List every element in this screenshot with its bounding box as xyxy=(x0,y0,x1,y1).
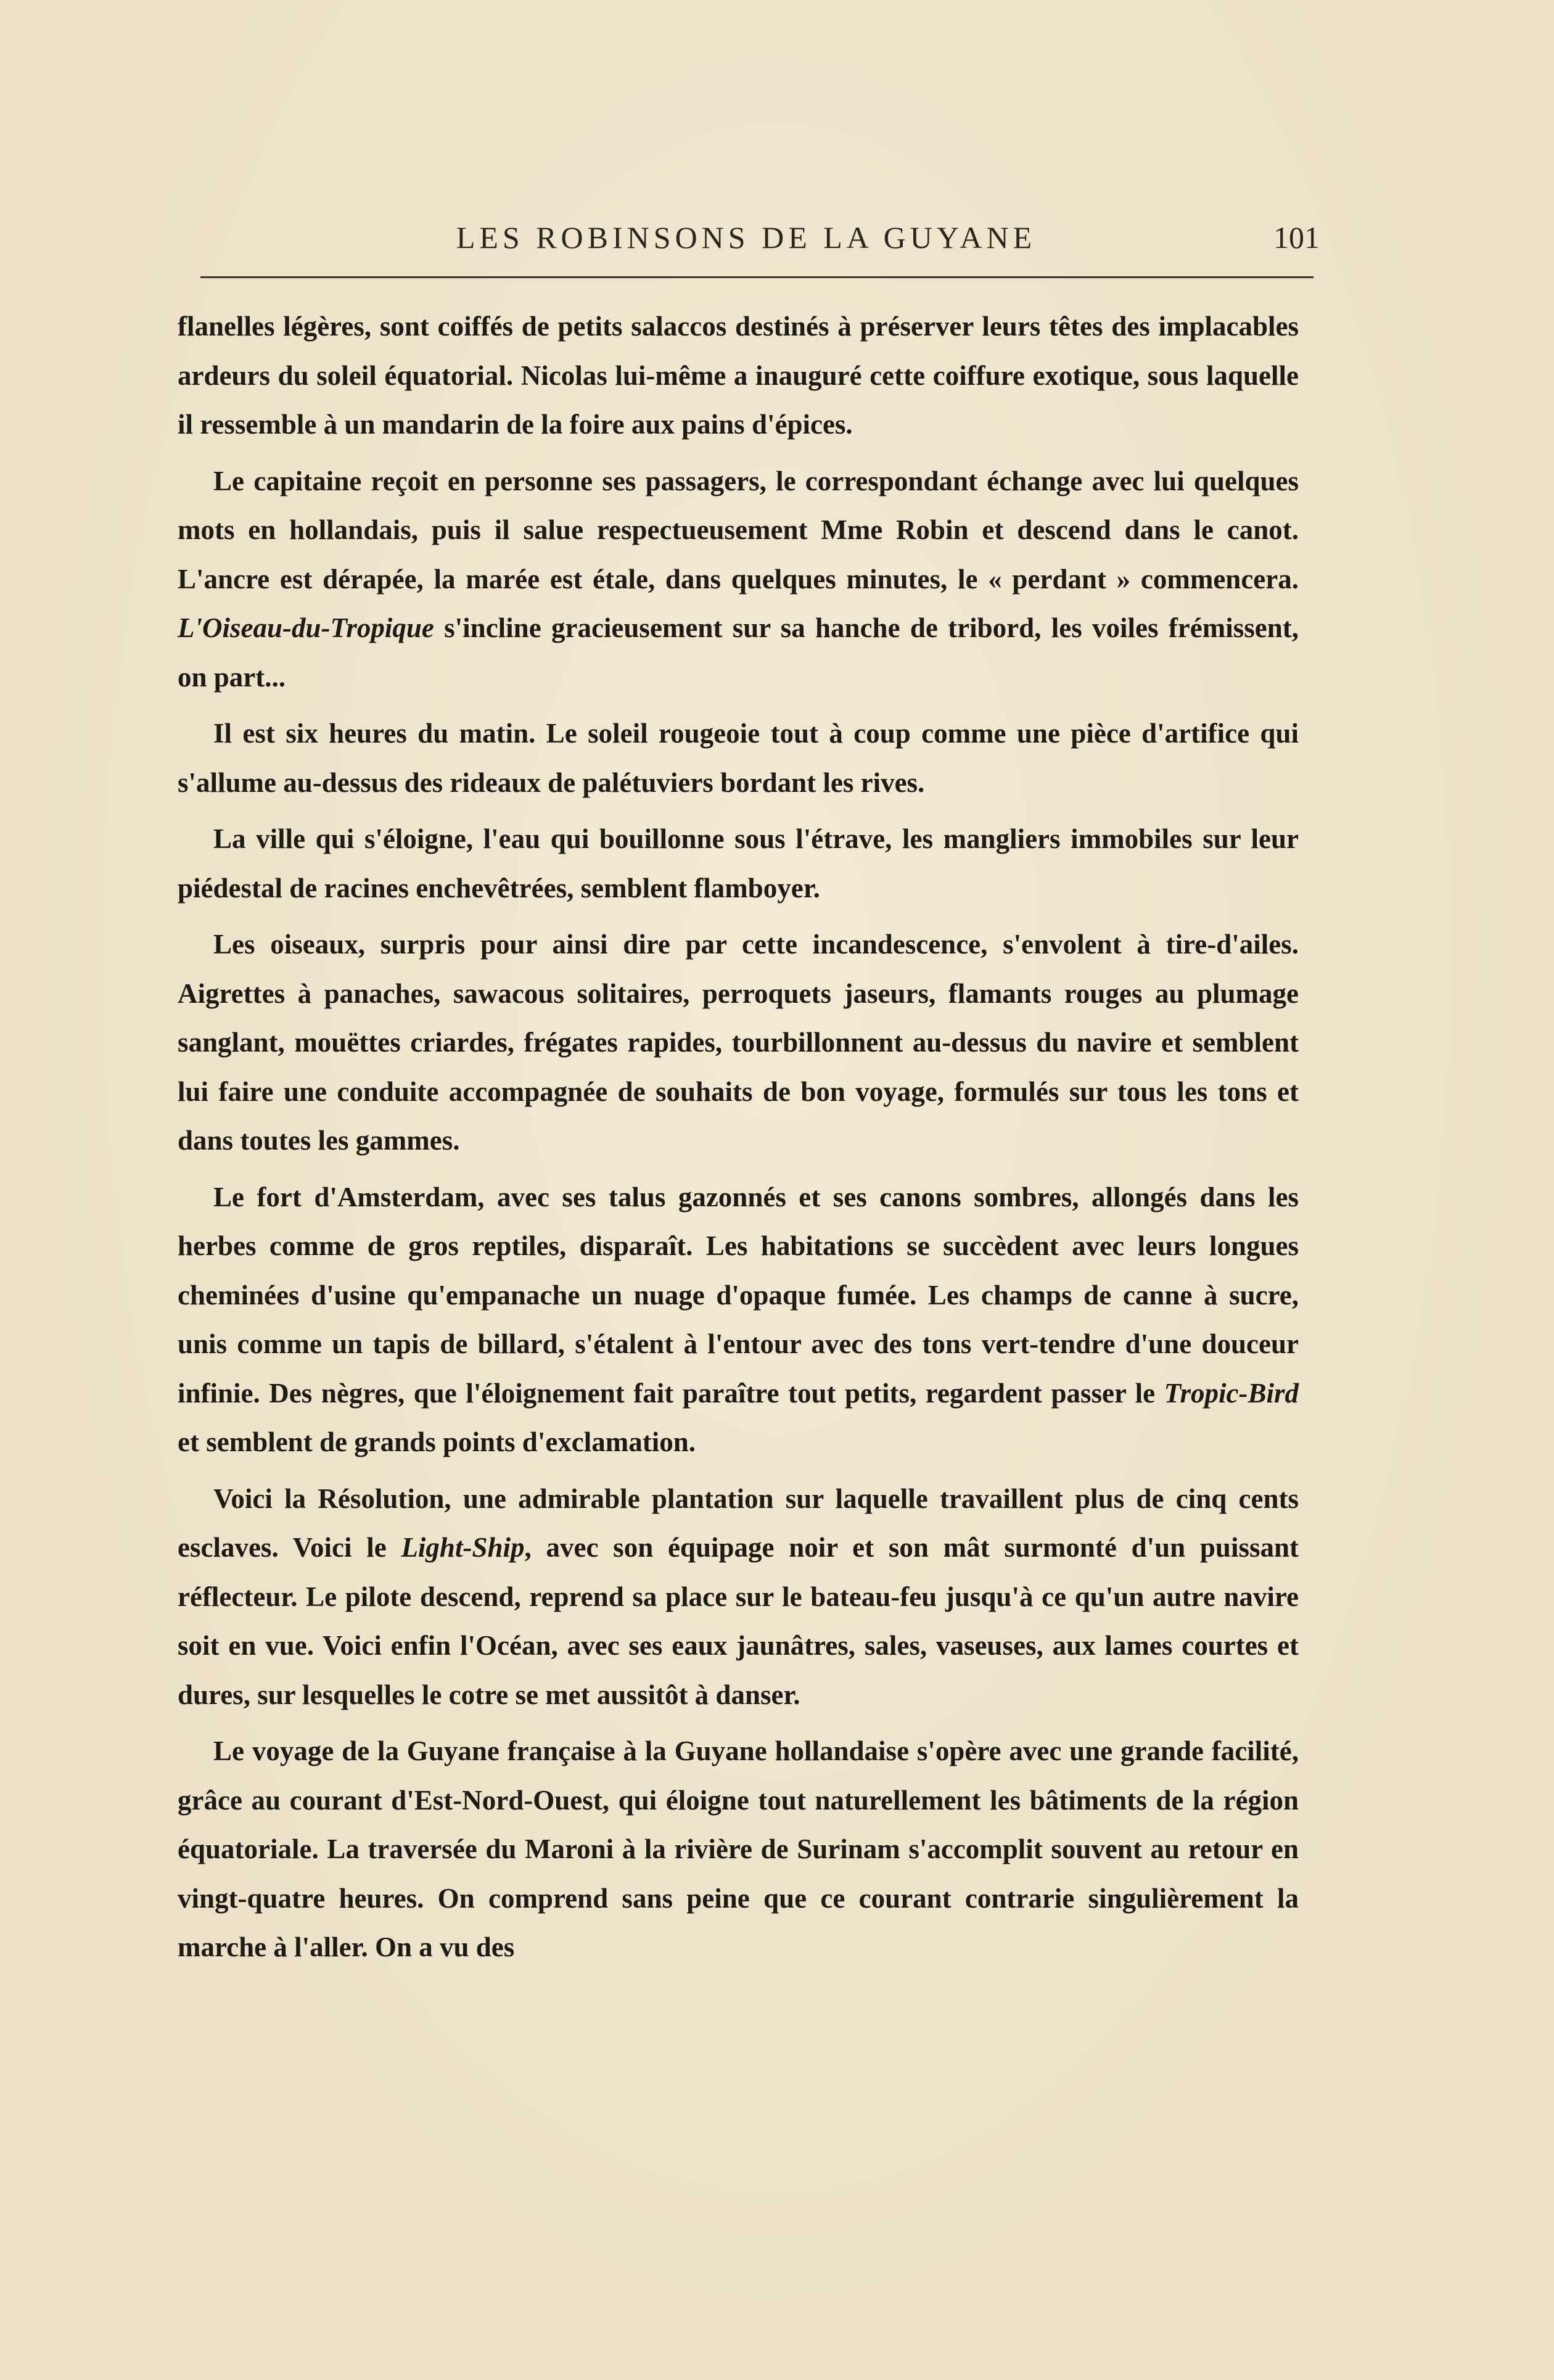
paragraph-text: Le fort d'Amsterdam, avec ses talus gazonnés et ses canons sombres, allongés dans les herbes comme de gros reptiles, disparaît. Les habitations se succèdent avec leurs longues cheminées d'usine qu'empanache un nuage d'opaque fumée. Les champs de canne à sucre, unis comme un tapis de billard, s'étalent à l'entour avec des tons vert-tendre d'une douceur infinie. Des nègres, que l'éloignement fait paraître tout petits, regardent passer le xyxy=(178,1181,1299,1409)
paragraph-text: flanelles légères, sont coiffés de petits salaccos destinés à préserver leurs têtes des implacables ardeurs du soleil équatorial. Nicolas lui-même a inauguré cette coiffure exotique, sous laquelle il ressemble à un mandarin de la foire aux pains d'épices. xyxy=(178,311,1299,440)
ship-name: Light-Ship xyxy=(401,1532,525,1563)
running-title: LES ROBINSONS DE LA GUYANE xyxy=(456,220,1037,255)
paragraph xyxy=(178,302,1299,450)
ship-name: L'Oiseau-du-Tropique xyxy=(178,612,434,643)
paragraph-text: Le capitaine reçoit en personne ses passagers, le correspondant échange avec lui quelques mots en hollandais, puis il salue respectueusement Mme Robin et descend dans le canot. L'ancre est dérapée, la marée est étale, dans quelques minutes, le « perdant » commencera. xyxy=(178,465,1299,595)
paragraph-text: s'incline gracieusement sur sa hanche de tribord, les voiles frémissent, on part... xyxy=(178,612,1299,693)
header-rule xyxy=(200,276,1314,278)
paragraph-text: La ville qui s'éloigne, l'eau qui bouillonne sous l'étrave, les mangliers immobiles sur leur piédestal de racines enchevêtrées, semblent flamboyer. xyxy=(178,823,1299,904)
paragraph xyxy=(178,1173,1299,1467)
paragraph-text: Le voyage de la Guyane française à la Guyane hollandaise s'opère avec une grande facilité, grâce au courant d'Est-Nord-Ouest, qui éloigne tout naturellement les bâtiments de la région équatoriale. La traversée du Maroni à la rivière de Surinam s'accomplit souvent au retour en vingt-quatre heures. On comprend sans peine que ce courant contrarie singulièrement la marche à l'aller. On a vu des xyxy=(178,1736,1299,1962)
paragraph xyxy=(178,457,1299,702)
body-text xyxy=(178,302,1299,1980)
paragraph-text: , avec son équipage noir et son mât surmonté d'un puissant réflecteur. Le pilote descend, reprend sa place sur le bateau-feu jusqu'à ce qu'un autre navire soit en vue. Voici enfin l'Océan, avec ses eaux jaunâtres, sales, vaseuses, aux lames courtes et dures, sur lesquelles le cotre se met aussitôt à danser. xyxy=(178,1532,1299,1710)
running-head xyxy=(173,216,1320,259)
paragraph xyxy=(178,1475,1299,1720)
paragraph-text: Voici la Résolution, une admirable plantation sur laquelle travaillent plus de cinq cents esclaves. Voici le xyxy=(178,1483,1299,1563)
paragraph-text: et semblent de grands points d'exclamation. xyxy=(178,1427,696,1457)
paragraph xyxy=(178,1727,1299,1972)
page-number: 101 xyxy=(1273,220,1320,255)
ship-name: Tropic-Bird xyxy=(1164,1377,1299,1409)
paragraph xyxy=(178,709,1299,807)
paragraph-text: Il est six heures du matin. Le soleil rougeoie tout à coup comme une pièce d'artifice qui s'allume au-dessus des rideaux de palétuviers bordant les rives. xyxy=(178,718,1299,798)
paragraph xyxy=(178,920,1299,1166)
paragraph-text: Les oiseaux, surpris pour ainsi dire par cette incandescence, s'envolent à tire-d'ailes. Aigrettes à panaches, sawacous solitaires, perroquets jaseurs, flamants rouges au plumage sanglant, mouëttes criardes, frégates rapides, tourbillonnent au-dessus du navire et semblent lui faire une conduite accompagnée de souhaits de bon voyage, formulés sur tous les tons et dans toutes les gammes. xyxy=(178,929,1299,1156)
paragraph xyxy=(178,815,1299,913)
